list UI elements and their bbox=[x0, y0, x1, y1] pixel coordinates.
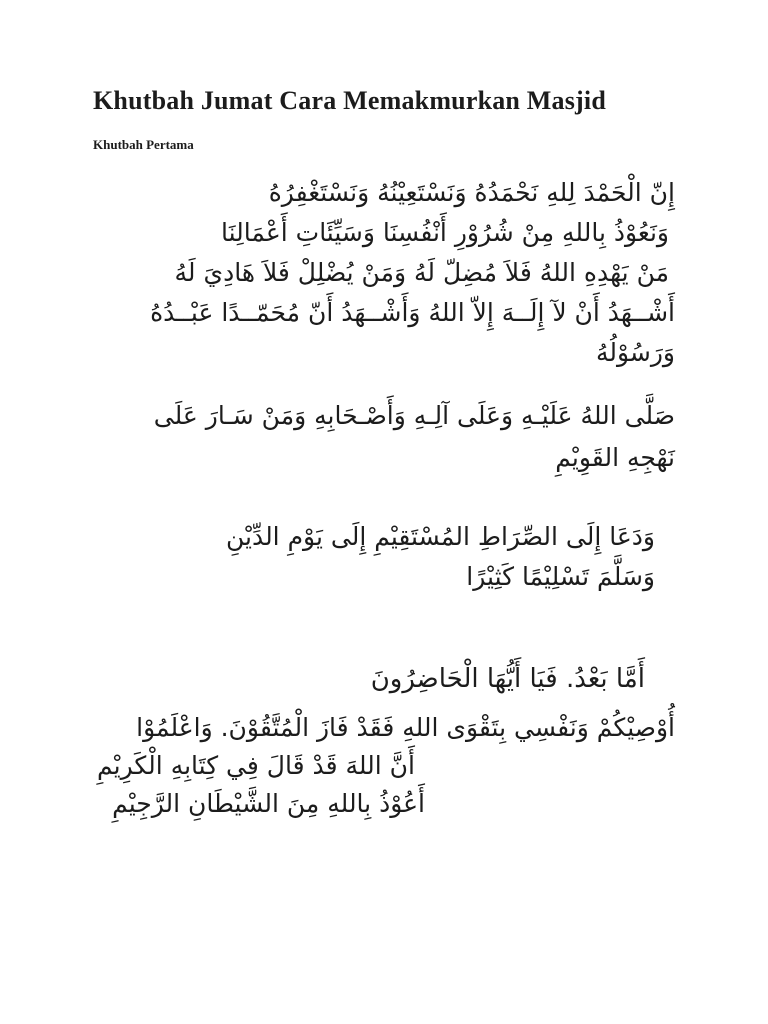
salawat-line-1: صَلَّى اللهُ عَلَيْـهِ وَعَلَى آلِـهِ وَأَصْـحَابِهِ وَمَنْ سَـارَ عَلَى bbox=[153, 401, 675, 430]
amma-badu-paragraph bbox=[93, 659, 675, 699]
opening-line-2: وَنَعُوْذُ بِاللهِ مِنْ شُرُوْرِ أَنْفُسِنَا وَسَيِّئَاتِ أَعْمَالِنَا bbox=[221, 218, 669, 247]
amma-badu-line: أَمَّا بَعْدُ. فَيَا أَيُّهَا الْحَاضِرُونَ bbox=[370, 664, 645, 694]
section-subtitle: Khutbah Pertama bbox=[93, 137, 194, 152]
opening-line-5: وَرَسُوْلُهُ bbox=[595, 338, 675, 367]
doa-line-1: وَدَعَا إِلَى الصِّرَاطِ المُسْتَقِيْمِ إِلَى يَوْمِ الدِّيْنِ bbox=[225, 522, 655, 551]
wasiat-line-2: أَنَّ اللهَ قَدْ قَالَ فِي كِتَابِهِ الْكَرِيْمِ bbox=[96, 751, 415, 780]
opening-paragraph bbox=[93, 173, 675, 373]
opening-line-1: إِنّ الْحَمْدَ لِلهِ نَحْمَدُهُ وَنَسْتَعِيْنُهُ وَنَسْتَغْفِرُهُ bbox=[268, 178, 675, 207]
wasiat-paragraph bbox=[93, 709, 675, 823]
salawat-line-2: نَهْجِهِ القَوِيْمِ bbox=[555, 443, 675, 472]
opening-line-3: مَنْ يَهْدِهِ اللهُ فَلاَ مُضِلّ لَهُ وَمَنْ يُضْلِلْ فَلاَ هَادِيَ لَهُ bbox=[174, 258, 669, 287]
doa-paragraph bbox=[93, 517, 675, 597]
opening-line-4: أَشْــهَدُ أَنْ لآ إِلَــهَ إِلاّ اللهُ وَأَشْــهَدُ أَنّ مُحَمّــدًا عَبْــدُهُ bbox=[150, 298, 675, 327]
page-title: Khutbah Jumat Cara Memakmurkan Masjid bbox=[93, 86, 606, 115]
salawat-paragraph bbox=[93, 395, 675, 479]
wasiat-line-1: أُوْصِيْكُمْ وَنَفْسِي بِتَقْوَى اللهِ فَقَدْ فَازَ الْمُتَّقُوْنَ. وَاعْلَمُوْا bbox=[136, 713, 675, 742]
doa-line-2: وَسَلَّمَ تَسْلِيْمًا كَثِيْرًا bbox=[466, 562, 655, 591]
wasiat-line-3: أَعُوْذُ بِاللهِ مِنَ الشَّيْطَانِ الرَّجِيْمِ bbox=[112, 789, 425, 818]
